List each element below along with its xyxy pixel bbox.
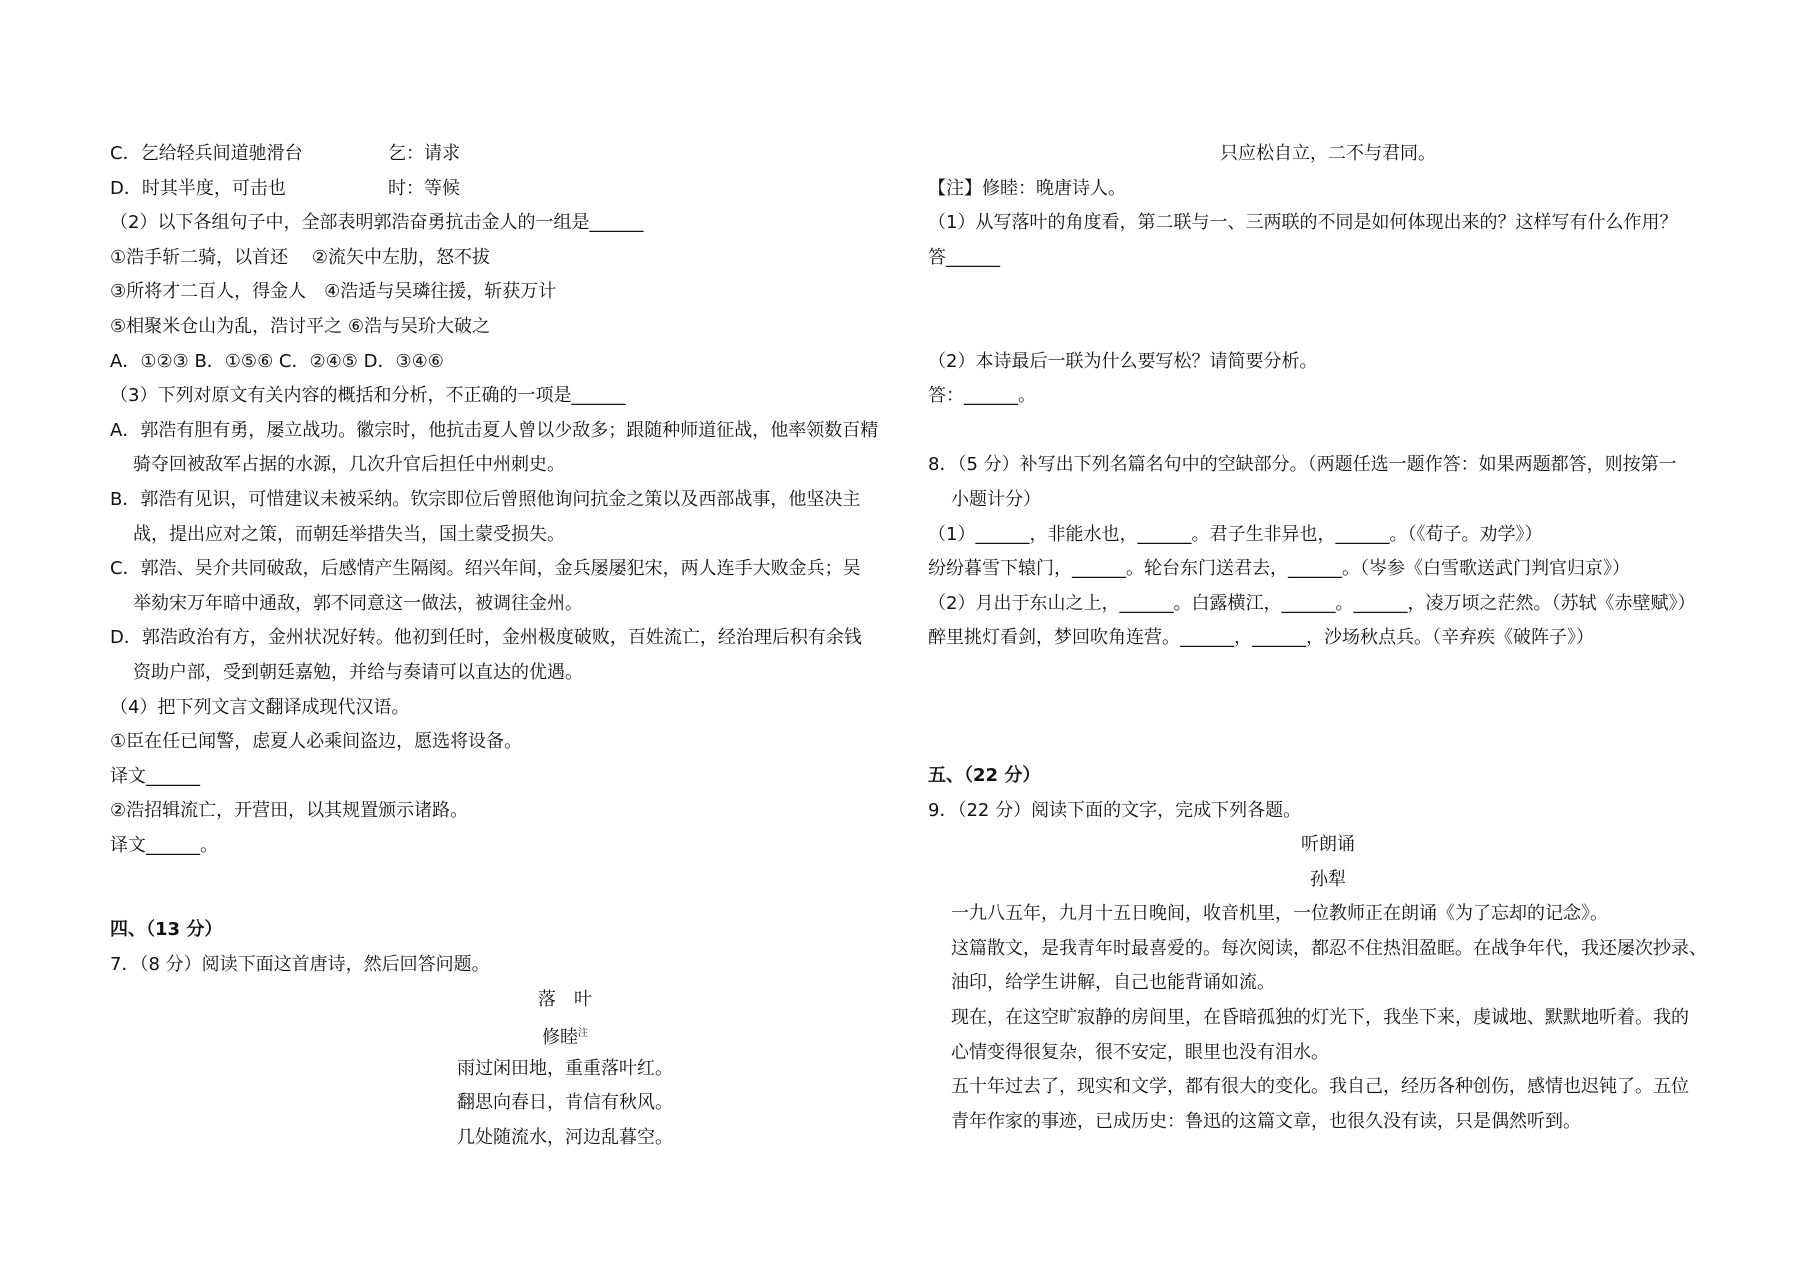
question-3-option-b-line1: B．郭浩有见识，可惜建议未被采纳。钦宗即位后曾照他询问抗金之策以及西部战事，他坚决主 <box>110 488 861 510</box>
question-4-sentence-1: ①臣在任已闻警，虑夏人必乘间盗边，愿选将设备。 <box>110 731 523 753</box>
question-3-option-c-line1: C．郭浩、吴介共同破敌，后感情产生隔阂。绍兴年间，金兵屡屡犯宋，两人连手大败金兵；吴 <box>110 558 861 580</box>
question-2-sentences-2: ③所将才二百人，得金人 ④浩适与吴璘往援，斩获万计 <box>110 281 557 303</box>
poem-note-mark: 注 <box>578 1028 588 1040</box>
essay-author: 孙犁 <box>1310 868 1346 890</box>
option-d-text: D．时其半度，可击也 <box>110 177 286 199</box>
spacer <box>110 863 900 913</box>
question-7-2: （2）本诗最后一联为什么要写松？请简要分析。 <box>928 350 1318 372</box>
poem-title: 落 叶 <box>538 988 592 1010</box>
question-7-2-answer: 答：______。 <box>928 385 1036 407</box>
question-8-line1: 8．（5 分）补写出下列名篇名句中的空缺部分。（两题任选一题作答：如果两题都答，则按第一 <box>928 454 1677 476</box>
poem-author-row <box>170 1017 960 1052</box>
poem-note: 【注】修睦：晚唐诗人。 <box>928 177 1126 199</box>
option-d-row <box>110 172 900 207</box>
poem-line-2: 翻思向春日，肯信有秋风。 <box>457 1092 673 1114</box>
essay-title: 听朗诵 <box>1301 834 1355 856</box>
option-c-gloss: 乞：请求 <box>388 143 460 164</box>
question-3: （3）下列对原文有关内容的概括和分析，不正确的一项是______ <box>110 385 626 407</box>
question-2-sentences-1: ①浩手斩二骑，以首还 ②流矢中左肋，怒不拔 <box>110 246 490 268</box>
section-4-heading: 四、（13 分） <box>110 919 223 941</box>
question-7: 7．（8 分）阅读下面这首唐诗，然后回答问题。 <box>110 954 490 976</box>
spacer <box>928 275 1728 310</box>
spacer <box>928 414 1728 449</box>
question-4: （4）把下列文言文翻译成现代汉语。 <box>110 696 410 718</box>
essay-paragraph-4-line1: 五十年过去了，现实和文学，都有很大的变化。我自己，经历各种创伤，感情也迟钝了。五位 <box>951 1076 1689 1098</box>
spacer <box>928 656 1728 759</box>
essay-paragraph-2-line2: 油印，给学生讲解，自己也能背诵如流。 <box>951 972 1275 994</box>
question-8-item-b: 纷纷暮雪下辕门，______。轮台东门送君去，______。（岑参《白雪歌送武门判官归京》） <box>928 558 1630 580</box>
option-c-text: C．乞给轻兵间道驰滑台 <box>110 143 303 164</box>
question-3-option-c-line2: 举劾宋万年暗中通敌，郭不同意这一做法，被调往金州。 <box>133 592 583 614</box>
essay-paragraph-1: 一九八五年，九月十五日晚间，收音机里，一位教师正在朗诵《为了忘却的记念》。 <box>951 903 1608 925</box>
question-8-item-a: （1）______，非能水也，______。君子生非异也，______。（《荀子。劝学》） <box>928 523 1543 545</box>
question-4-answer-1: 译文______ <box>110 765 200 787</box>
question-7-1: （1）从写落叶的角度看，第二联与一、三两联的不同是如何体现出来的？这样写有什么作用？ <box>928 212 1678 234</box>
poem-author: 修睦 <box>542 1027 578 1049</box>
left-column <box>110 137 900 1156</box>
question-8-line2: 小题计分） <box>951 488 1041 510</box>
question-3-option-a-line1: A．郭浩有胆有勇，屡立战功。徽宗时，他抗击夏人曾以少敌多；跟随种师道征战，他率领数百精 <box>110 419 879 441</box>
poem-line-4: 只应松自立，二不与君同。 <box>1220 143 1436 164</box>
option-d-gloss: 时：等候 <box>388 177 460 199</box>
question-4-sentence-2: ②浩招辑流亡，开营田，以其规置颁示诸路。 <box>110 800 469 822</box>
poem-line-3: 几处随流水，河边乱暮空。 <box>457 1127 673 1149</box>
essay-paragraph-3-line2: 心情变得很复杂，很不安定，眼里也没有泪水。 <box>951 1041 1329 1063</box>
question-2-choices: A．①②③ B．①⑤⑥ C．②④⑤ D．③④⑥ <box>110 350 444 372</box>
question-4-answer-2: 译文______。 <box>110 834 218 856</box>
question-3-option-d-line2: 资助户部，受到朝廷嘉勉，并给与奏请可以直达的优遇。 <box>133 661 583 683</box>
question-3-option-d-line1: D．郭浩政治有方，金州状况好转。他初到任时，金州极度破败，百姓流亡，经治理后积有余钱 <box>110 627 862 649</box>
question-9: 9．（22 分）阅读下面的文字，完成下列各题。 <box>928 799 1302 821</box>
right-column <box>928 137 1728 1139</box>
question-8-item-c: （2）月出于东山之上，______。白露横江，______。______，凌万顷之茫然。（苏轼《赤壁赋》） <box>928 592 1696 614</box>
question-7-1-answer: 答______ <box>928 246 1000 268</box>
question-2-sentences-3: ⑤相聚米仓山为乱，浩讨平之 ⑥浩与吴玠大破之 <box>110 315 490 337</box>
essay-paragraph-3-line1: 现在，在这空旷寂静的房间里，在昏暗孤独的灯光下，我坐下来，虔诚地、默默地听着。我的 <box>951 1007 1689 1029</box>
question-2: （2）以下各组句子中，全部表明郭浩奋勇抗击金人的一组是______ <box>110 212 644 234</box>
poem-line-1: 雨过闲田地，重重落叶红。 <box>457 1057 673 1079</box>
section-5-heading: 五、（22 分） <box>928 764 1041 786</box>
option-c-row <box>110 137 900 172</box>
question-8-item-d: 醉里挑灯看剑，梦回吹角连营。______，______，沙场秋点兵。（辛弃疾《破阵子》） <box>928 627 1594 649</box>
spacer <box>928 310 1728 345</box>
question-3-option-b-line2: 战，提出应对之策，而朝廷举措失当，国土蒙受损失。 <box>133 523 565 545</box>
essay-paragraph-4-line2: 青年作家的事迹，已成历史：鲁迅的这篇文章，也很久没有读，只是偶然听到。 <box>951 1110 1581 1132</box>
essay-paragraph-2-line1: 这篇散文，是我青年时最喜爱的。每次阅读，都忍不住热泪盈眶。在战争年代，我还屡次抄录、 <box>951 937 1707 959</box>
question-3-option-a-line2: 骑夺回被敌军占据的水源，几次升官后担任中州刺史。 <box>133 454 565 476</box>
